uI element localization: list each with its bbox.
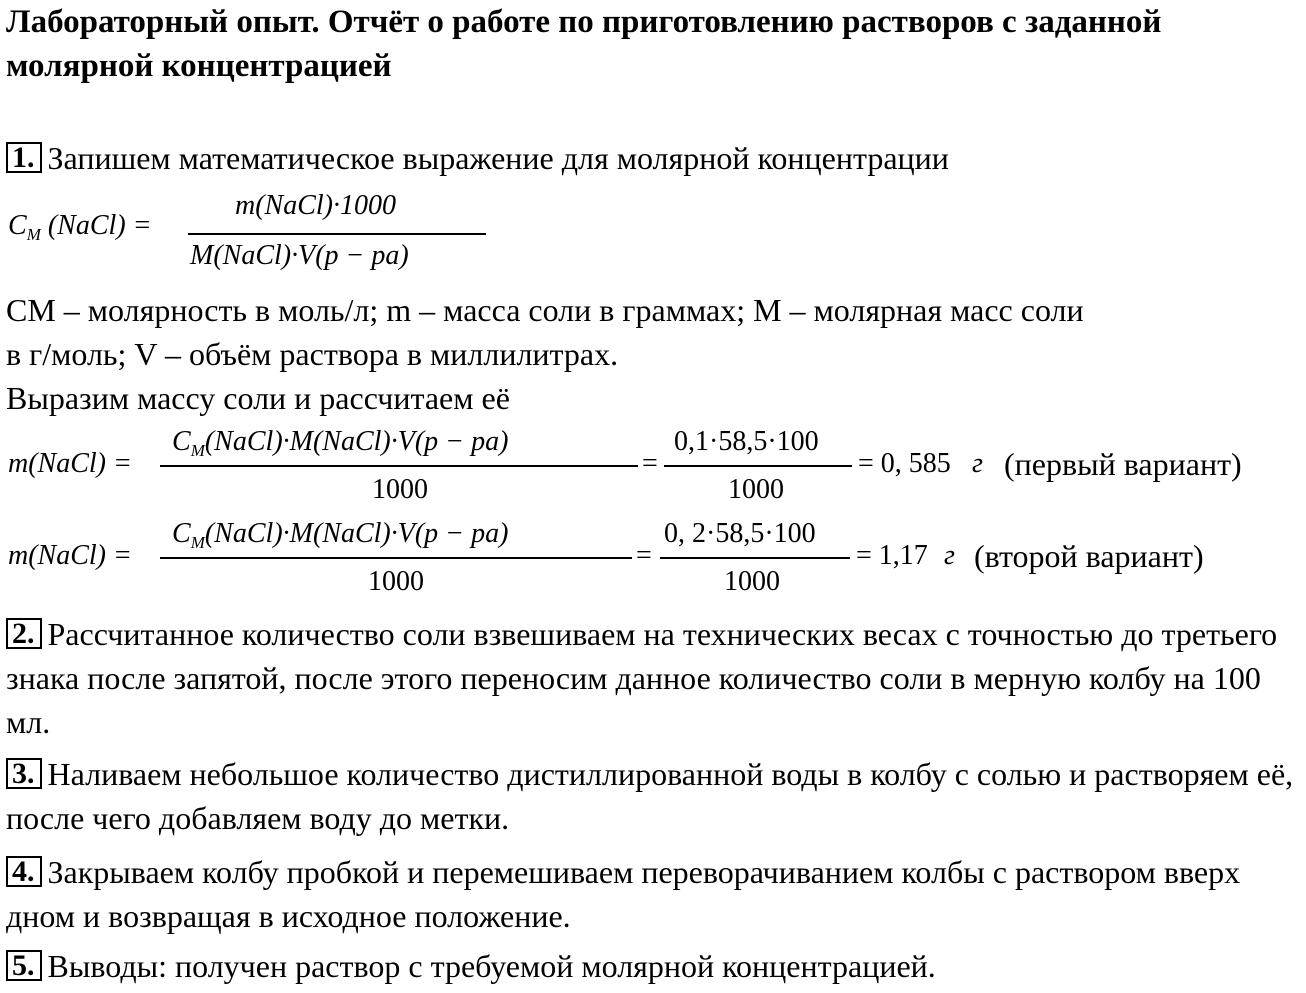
formula3-num-rest: (NaCl)·M(NaCl)·V(p − pa) — [204, 518, 509, 549]
step-number-4: 4. — [6, 856, 42, 887]
formula1-lhs — [8, 210, 152, 245]
formula3-numerator — [172, 518, 508, 553]
step-2 — [6, 612, 1306, 744]
definition-line-2: в г/моль; V – объём раствора в миллилитрах. — [6, 336, 619, 372]
formula1-fraction-bar — [188, 233, 486, 235]
definition-line-3: Выразим массу соли и рассчитаем её — [6, 380, 510, 416]
formula1-c: C — [8, 210, 27, 241]
formula2-numerator — [172, 426, 508, 461]
formula2-unit: г — [972, 448, 983, 479]
formula1-denominator: M(NaCl)·V(p − pa) — [190, 240, 409, 271]
definition-line-1: СМ – молярность в моль/л; m – масса соли в граммах; М – молярная масс соли — [6, 292, 1084, 328]
step-number-2: 2. — [6, 618, 42, 649]
step-number-5: 5. — [6, 950, 42, 981]
step-number-3: 3. — [6, 758, 42, 789]
formula3-fraction-bar — [160, 557, 632, 559]
step-4-text: Закрываем колбу пробкой и перемешиваем переворачиванием колбы с раствором вверх дном и возвращая в исходное положение. — [6, 854, 1241, 934]
formula3-denominator: 1000 — [368, 566, 424, 597]
formula3-denominator-values: 1000 — [724, 566, 780, 597]
formula3-result: = 1,17 — [856, 540, 928, 571]
formula3-fraction-bar-2 — [660, 557, 850, 559]
formula2-denominator-values: 1000 — [728, 474, 784, 505]
formula2-result: = 0, 585 — [858, 448, 951, 479]
formula3-unit: г — [944, 540, 955, 571]
formula2-sub: M — [190, 441, 205, 460]
formula2-equals: = — [642, 448, 658, 479]
formula2-note: (первый вариант) — [1004, 446, 1242, 482]
step-1 — [6, 136, 1306, 180]
step-number-1: 1. — [6, 142, 42, 173]
formula3-numerator-values: 0, 2·58,5·100 — [664, 518, 816, 549]
step-4 — [6, 850, 1306, 938]
step-3-text: Наливаем небольшое количество дистиллированной воды в колбу с солью и растворяем её, после чего добавляем воду до метки. — [6, 756, 1294, 836]
formula2-denominator: 1000 — [372, 474, 428, 505]
step-5-text: Выводы: получен раствор с требуемой молярной концентрацией. — [47, 948, 936, 984]
step-3 — [6, 752, 1306, 840]
formula1-arg: (NaCl) = — [47, 210, 152, 241]
formula2-num-rest: (NaCl)·M(NaCl)·V(p − pa) — [204, 426, 509, 457]
formula2-numerator-values: 0,1·58,5·100 — [674, 426, 819, 457]
formula3-lhs: m(NaCl) = — [8, 540, 132, 571]
formula1-numerator: m(NaCl)·1000 — [235, 190, 396, 221]
step-5 — [6, 944, 1306, 988]
formula2-c: C — [172, 426, 191, 457]
page-title: Лабораторный опыт. Отчёт о работе по приготовлению растворов с заданной молярной концентрацией — [6, 4, 1162, 84]
formula2-fraction-bar-2 — [664, 465, 852, 467]
step-2-text: Рассчитанное количество соли взвешиваем на технических весах с точностью до третьего знака после запятой, после этого переносим данное количество соли в мерную колбу на 100 мл. — [6, 616, 1278, 740]
formula3-equals: = — [636, 540, 652, 571]
formula3-c: C — [172, 518, 191, 549]
formula3-note: (второй вариант) — [974, 538, 1204, 574]
formula2-lhs: m(NaCl) = — [8, 448, 132, 479]
formula2-fraction-bar — [160, 465, 638, 467]
step-1-text: Запишем математическое выражение для молярной концентрации — [47, 140, 949, 176]
formula3-sub: M — [190, 533, 205, 552]
formula1-sub: M — [26, 225, 41, 244]
